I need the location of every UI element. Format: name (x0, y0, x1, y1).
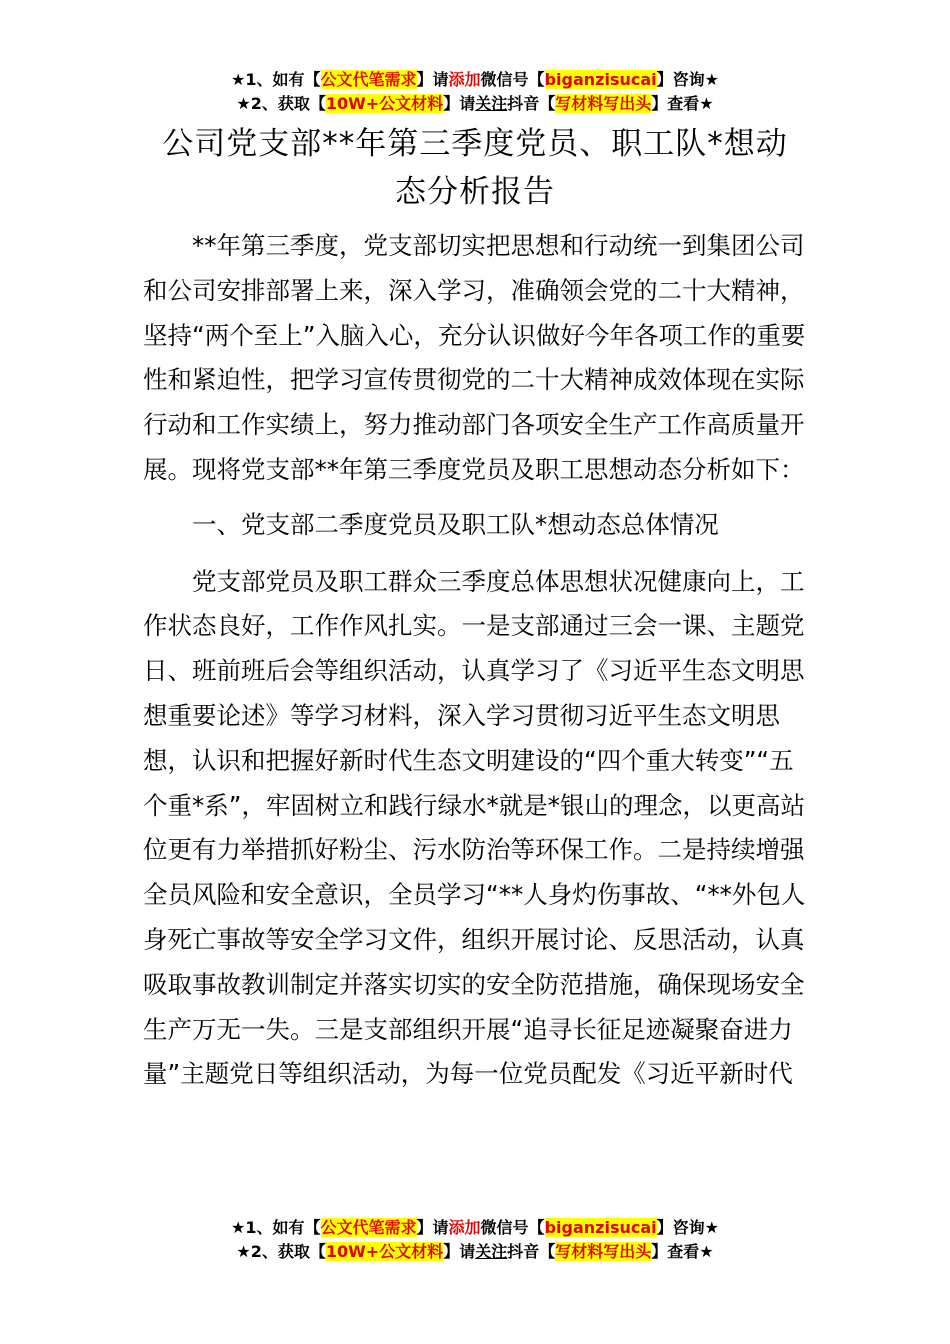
banner-text: ★1、如有【 (231, 70, 321, 89)
banner-text: 微信号【 (480, 1218, 545, 1237)
banner-text: 微信号【 (480, 70, 545, 89)
title-line-1: 公司党支部**年第三季度党员、职工队*想动 (162, 126, 788, 162)
header-banner (0, 68, 950, 116)
banner-highlight: 公文代笔需求 (320, 70, 417, 89)
section-paragraph: 党支部党员及职工群众三季度总体思想状况健康向上，工作状态良好，工作作风扎实。一是支部通过三会一课、主题党日、班前班后会等组织活动，认真学习了《习近平生态文明思想重要论述》等学习材料，深入学习贯彻习近平生态文明思想，认识和把握好新时代生态文明建设的“四个重大转变”“五个重*系”，牢固树立和践行绿水*就是*银山的理念，以更高站位更有力举措抓好粉尘、污水防治等环保工作。二是持续增强全员风险和安全意识，全员学习“**人身灼伤事故、“**外包人身死亡事故等安全学习文件，组织开展讨论、反思活动，认真吸取事故教训制定并落实切实的安全防范措施，确保现场安全生产万无一失。三是支部组织开展“追寻长征足迹凝聚奋进力量”主题党日等组织活动，为每一位党员配发《习近平新时代 (143, 566, 806, 1089)
banner-text: 】请 (443, 1242, 476, 1261)
banner-text: ★1、如有【 (231, 1218, 321, 1237)
footer-banner (0, 1216, 950, 1264)
banner-highlight: 写材料写出头 (555, 94, 652, 113)
banner-text: 】查看★ (651, 1242, 714, 1261)
banner-text: 】咨询★ (656, 70, 719, 89)
banner-line-2 (0, 92, 950, 116)
document-body (143, 224, 808, 1097)
banner-emphasis: 关注 (475, 1242, 508, 1261)
banner-line-2 (0, 1240, 950, 1264)
banner-line-1 (0, 1216, 950, 1240)
banner-text: 抖音【 (507, 1242, 556, 1261)
banner-text: 】查看★ (651, 94, 714, 113)
banner-highlight: 10W+公文材料 (325, 1242, 444, 1261)
banner-emphasis: 添加 (448, 1218, 481, 1237)
intro-paragraph: **年第三季度，党支部切实把思想和行动统一到集团公司和公司安排部署上来，深入学习，准确领会党的二十大精神，坚持“两个至上”入脑入心，充分认识做好今年各项工作的重要性和紧迫性，把学习宣传贯彻党的二十大精神成效体现在实际行动和工作实绩上，努力推动部门各项安全生产工作高质量开展。现将党支部**年第三季度党员及职工思想动态分析如下： (143, 231, 806, 484)
banner-line-1 (0, 68, 950, 92)
banner-emphasis: 关注 (475, 94, 508, 113)
banner-highlight: 公文代笔需求 (320, 1218, 417, 1237)
banner-highlight: 写材料写出头 (555, 1242, 652, 1261)
title-line-2: 态分析报告 (395, 174, 555, 210)
document-title (100, 120, 850, 216)
section-heading: 一、党支部二季度党员及职工队*想动态总体情况 (192, 509, 719, 539)
banner-highlight: biganzisucai (544, 1218, 657, 1237)
banner-emphasis: 添加 (448, 70, 481, 89)
banner-highlight: biganzisucai (544, 70, 657, 89)
banner-text: 】请 (443, 94, 476, 113)
banner-text: ★2、获取【 (236, 1242, 326, 1261)
banner-text: 】请 (416, 70, 449, 89)
banner-text: 】咨询★ (656, 1218, 719, 1237)
banner-text: 抖音【 (507, 94, 556, 113)
banner-text: 】请 (416, 1218, 449, 1237)
banner-text: ★2、获取【 (236, 94, 326, 113)
banner-highlight: 10W+公文材料 (325, 94, 444, 113)
